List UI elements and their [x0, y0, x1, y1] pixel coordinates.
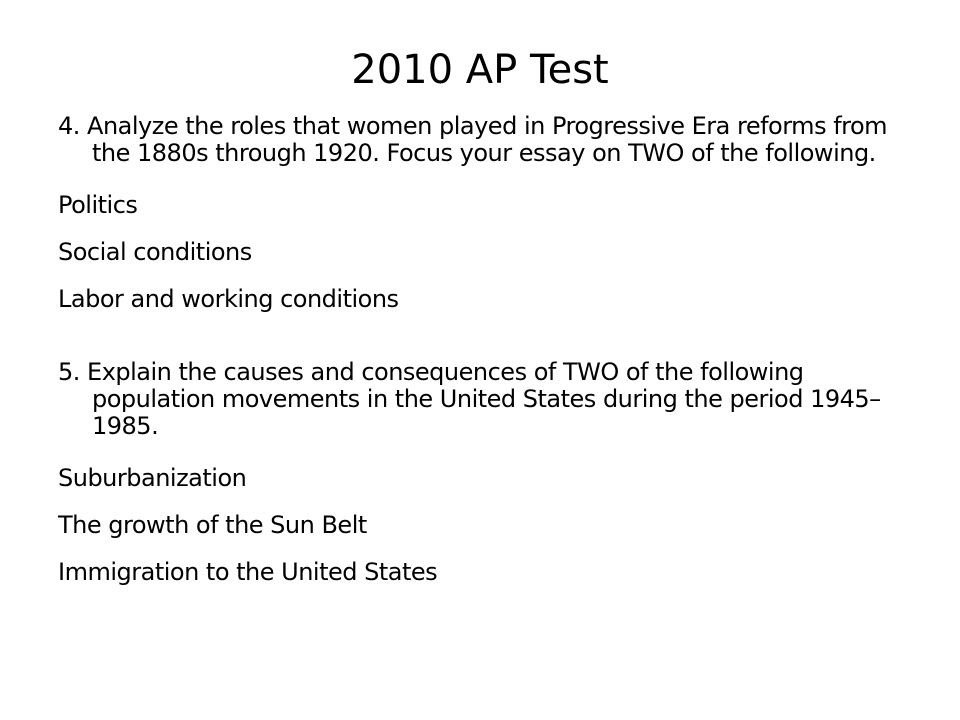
question-text: 5. Explain the causes and consequences of TWO of the following population movements in the United States during the period 1945–1985.	[58, 358, 881, 440]
list-item: Suburbanization	[58, 464, 247, 492]
spacer	[58, 167, 918, 192]
slide-content	[58, 113, 918, 585]
spacer	[58, 218, 918, 239]
list-item: The growth of the Sun Belt	[58, 511, 367, 539]
spacer	[58, 312, 918, 359]
list-item: Social conditions	[58, 238, 252, 266]
question-text: 4. Analyze the roles that women played in Progressive Era reforms from the 1880s through 1920. Focus your essay on TWO of the following.	[58, 112, 888, 167]
list-item: Politics	[58, 191, 138, 219]
spacer	[58, 538, 918, 559]
slide-title: 2010 AP Test	[351, 47, 609, 93]
list-item: Immigration to the United States	[58, 558, 438, 586]
spacer	[58, 265, 918, 286]
spacer	[58, 440, 918, 465]
list-item: Labor and working conditions	[58, 285, 399, 313]
spacer	[58, 491, 918, 512]
